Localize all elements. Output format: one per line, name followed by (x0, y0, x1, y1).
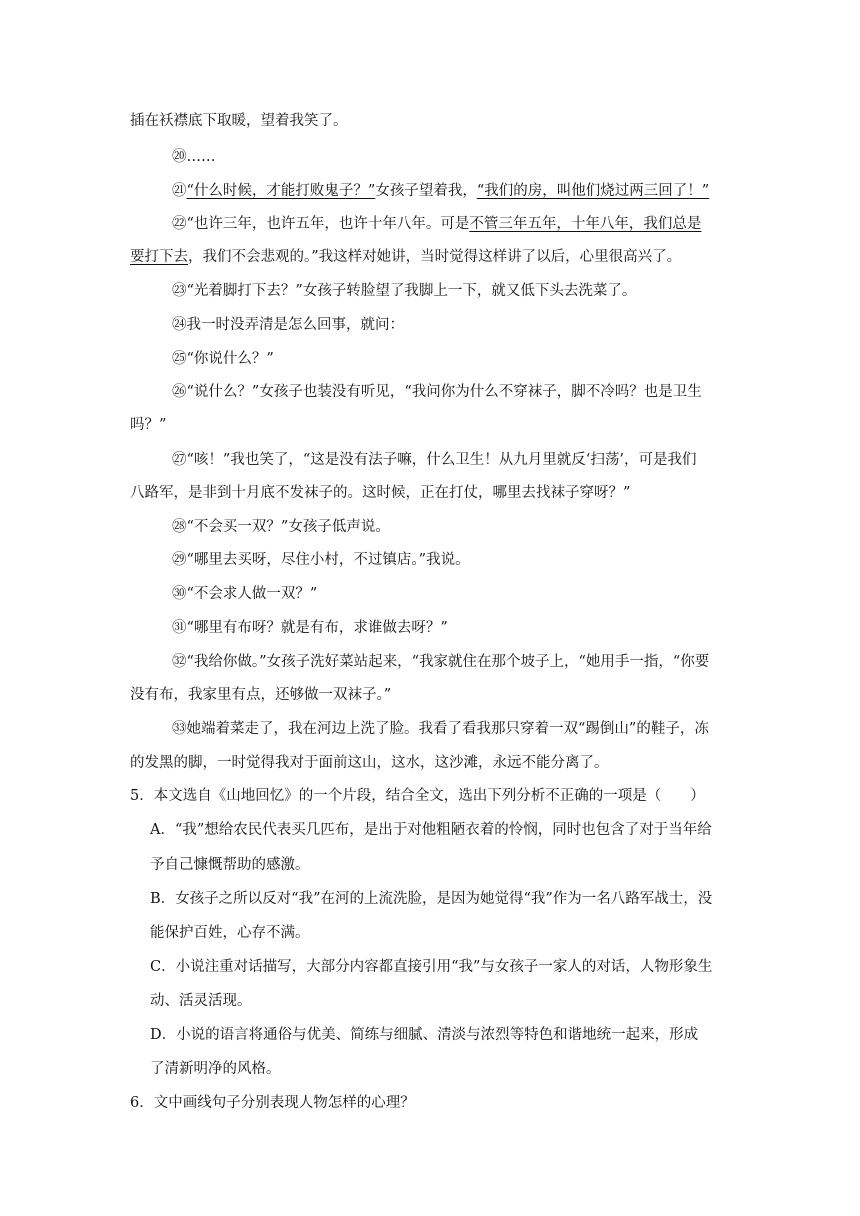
option-d-cont: 了清新明净的风格。 (150, 1061, 281, 1077)
text-line: 没有布，我家里有点，还够做一双袜子。” (130, 687, 392, 703)
text-line: 要打下去，我们不会悲观的。”我这样对她讲，当时觉得这样讲了以后，心里很高兴了。 (130, 249, 682, 265)
option-a-cont: 予自己慷慨帮助的感激。 (150, 857, 310, 873)
option-a: A．“我”想给农民代表买几匹布，是出于对他粗陋衣着的怜悯，同时也包含了对于当年给 (150, 822, 712, 838)
option-b: B．女孩子之所以反对“我”在河的上流洗脸，是因为她觉得“我”作为一名八路军战士，没 (150, 891, 713, 907)
option-c-cont: 动、活灵活现。 (150, 993, 252, 1009)
text-line: 插在袄襟底下取暖，望着我笑了。 (130, 113, 348, 129)
paragraph-32: ㉜“我给你做。”女孩子洗好菜站起来，“我家就住在那个坡子上，“她用手一指，“你要 (172, 654, 710, 670)
paragraph-27: ㉗“咳！”我也笑了，“这是没有法子嘛，什么卫生！从九月里就反‘扫荡’，可是我们 (172, 452, 697, 468)
question-6: 6．文中画线句子分别表现人物怎样的心理？ (130, 1095, 415, 1111)
underlined-sentence: 要打下去 (130, 249, 188, 265)
paragraph-29: ㉙“哪里去买呀，尽住小村，不过镇店。”我说。 (172, 552, 470, 568)
paragraph-33: ㉝她端着菜走了，我在河边上洗了脸。我看了看我那只穿着一双“踢倒山”的鞋子，冻 (172, 721, 709, 737)
text-line: 吗？” (130, 417, 167, 433)
question-5: 5．本文选自《山地回忆》的一个片段，结合全文，选出下列分析不正确的一项是（ ） (130, 788, 705, 804)
paragraph-20: ⑳…… (172, 149, 216, 165)
paragraph-25: ㉕“你说什么？” (172, 351, 274, 367)
paragraph-24: ㉔我一时没弄清是怎么回事，就问： (172, 317, 404, 333)
paragraph-31: ㉛“哪里有布呀？就是有布，求谁做去呀？” (172, 620, 448, 636)
option-c: C．小说注重对话描写，大部分内容都直接引用“我”与女孩子一家人的对话，人物形象生 (150, 959, 713, 975)
paragraph-23: ㉓“光着脚打下去？”女孩子转脸望了我脚上一下，就又低下头去洗菜了。 (172, 283, 637, 299)
paragraph-28: ㉘“不会买一双？”女孩子低声说。 (172, 519, 390, 535)
underlined-sentence: “什么时候，才能打败鬼子？” (186, 183, 376, 199)
option-d: D．小说的语言将通俗与优美、简练与细腻、清淡与浓烈等特色和谐地统一起来，形成 (150, 1027, 699, 1043)
paragraph-26: ㉖“说什么？”女孩子也装没有听见，“我问你为什么不穿袜子，脚不冷吗？也是卫生 (172, 384, 702, 400)
underlined-sentence: “我们的房，叫他们烧过两三回了！” (476, 183, 710, 199)
paragraph-30: ㉚“不会求人做一双？” (172, 586, 318, 602)
underlined-sentence: 不管三年五年，十年八年，我们总是 (469, 216, 702, 232)
paragraph-21: ㉑“什么时候，才能打败鬼子？”女孩子望着我，“我们的房，叫他们烧过两三回了！” (172, 183, 710, 199)
text-line: 的发黑的脚，一时觉得我对于面前这山，这水，这沙滩，永远不能分离了。 (130, 755, 609, 771)
paragraph-22: ㉒“也许三年，也许五年，也许十年八年。可是不管三年五年，十年八年，我们总是 (172, 216, 702, 232)
option-b-cont: 能保护百姓，心存不满。 (150, 925, 310, 941)
text-line: 八路军，是非到十月底不发袜子的。这时候，正在打仗，哪里去找袜子穿呀？” (130, 485, 631, 501)
